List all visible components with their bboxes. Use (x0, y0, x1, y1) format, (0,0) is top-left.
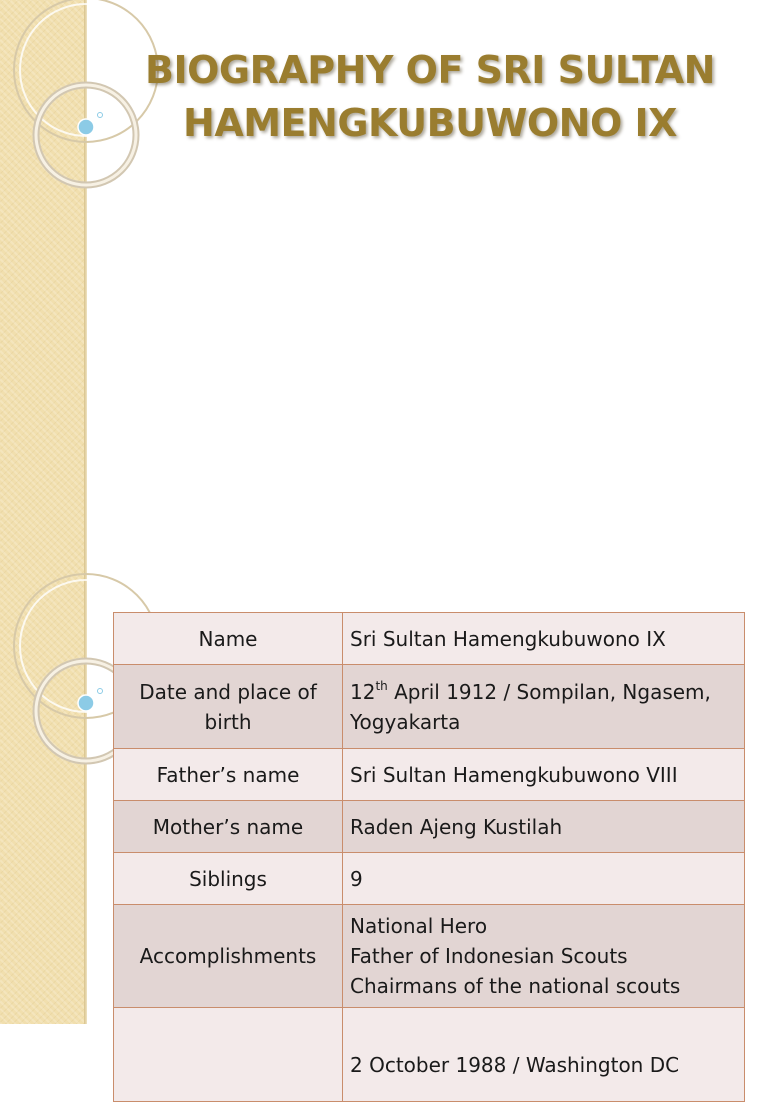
row-label: Father’s name (114, 749, 343, 801)
row-label: Accomplishments (114, 905, 343, 1008)
row-label (114, 1008, 343, 1102)
row-value (343, 905, 745, 1008)
row-value: 9 (343, 853, 745, 905)
table-row (114, 905, 745, 1008)
row-value: Sri Sultan Hamengkubuwono VIII (343, 749, 745, 801)
biography-table (113, 612, 745, 1102)
row-label: Siblings (114, 853, 343, 905)
row-label: Date and place of birth (114, 665, 343, 749)
table-row (114, 613, 745, 665)
accomplishment-item: Father of Indonesian Scouts (350, 944, 628, 968)
row-value: 2 October 1988 / Washington DC (343, 1008, 745, 1102)
title-line-2: HAMENGKUBUWONO IX (183, 101, 677, 145)
accomplishment-item: National Hero (350, 914, 488, 938)
row-label: Mother’s name (114, 801, 343, 853)
birth-date-place: April 1912 / Sompilan, Ngasem, Yogyakarta (350, 679, 711, 734)
table-row (114, 853, 745, 905)
ring-ornament-top (0, 0, 110, 220)
title-line-1: BIOGRAPHY OF SRI SULTAN (145, 48, 715, 92)
slide-title (110, 44, 750, 150)
birth-day: 12 (350, 679, 376, 704)
ring-ornament-bottom (0, 576, 110, 796)
table-row (114, 665, 745, 749)
row-label: Name (114, 613, 343, 665)
birth-day-suffix: th (375, 678, 388, 693)
table-row (114, 749, 745, 801)
row-value: Sri Sultan Hamengkubuwono IX (343, 613, 745, 665)
table-row (114, 1008, 745, 1102)
accomplishment-item: Chairmans of the national scouts (350, 974, 681, 998)
row-value: Raden Ajeng Kustilah (343, 801, 745, 853)
row-value (343, 665, 745, 749)
table-row (114, 801, 745, 853)
